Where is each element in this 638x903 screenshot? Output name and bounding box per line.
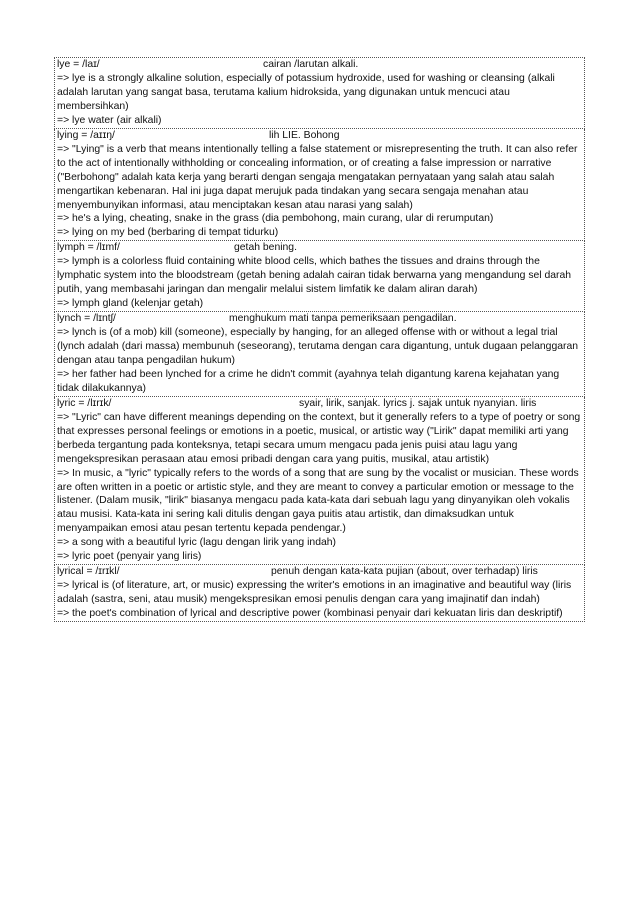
entry-lyric [54, 397, 585, 565]
definition-line: => lye is a strongly alkaline solution, especially of potassium hydroxide, used for washing or cleansing (alkali adalah larutan yang sangat basa, terutama kalium hidroksida, yang digunakan untuk mencuci atau membersihkan) [57, 72, 555, 112]
definition-line: => In music, a "lyric" typically refers to the words of a song that are sung by the vocalist or musician. These words are often written in a poetic or artistic style, and they are meant to convey a particular emotion or message to the listener. (Dalam musik, "lirik" biasanya mengacu pada kata-kata dari sebuah lagu yang dinyanyikan oleh vokalis atau musisi. Kata-kata ini sering kali ditulis dengan gaya puitis atau artistik, dan dimaksudkan untuk menyampaikan emosi atau pesan tertentu kepada pendengar.) [57, 467, 579, 535]
example-line: => lyric poet (penyair yang liris) [57, 551, 202, 563]
short-meaning: syair, lirik, sanjak. lyrics j. sajak untuk nyanyian. liris [299, 397, 537, 409]
definition-line: => "Lying" is a verb that means intentionally telling a false statement or misrepresenting the truth. It can also refer to the act of intentionally withholding or concealing information, or of creating a false impression or narrative ("Berbohong" adalah kata kerja yang berarti dengan sengaja mengatakan pernyataan yang salah atau salah mengartikan kebenaran. Hal ini juga dapat merujuk pada tindakan yang secara sengaja menahan atau menyembunyikan informasi, atau menciptakan kesan atau narasi yang salah) [57, 143, 578, 211]
headword: lying = /aɪɪŋ/ [57, 129, 115, 141]
headword: lyric = /lɪrɪk/ [57, 397, 112, 409]
entry-lyrical [54, 565, 585, 622]
entry-head [57, 129, 582, 143]
short-meaning: cairan /larutan alkali. [263, 59, 359, 70]
entry-lye [54, 57, 585, 129]
entry-head [57, 565, 582, 579]
headword: lye = /laɪ/ [57, 59, 100, 70]
definition-line: => lynch is (of a mob) kill (someone), especially by hanging, for an alleged offense with or without a legal trial (lynch adalah (dari massa) membunuh (seseorang), terutama dengan cara digantung, untuk dugaan pelanggaran dengan atau tanpa pengadilan hukum) [57, 327, 579, 366]
example-line: => a song with a beautiful lyric (lagu dengan lirik yang indah) [57, 537, 336, 549]
example-line: => lying on my bed (berbaring di tempat tidurku) [57, 227, 279, 239]
entry-head [57, 397, 582, 411]
example-line: => lymph gland (kelenjar getah) [57, 298, 204, 310]
example-line: => her father had been lynched for a crime he didn't commit (ayahnya telah digantung karena kejahatan yang tidak dilakukannya) [57, 368, 560, 394]
headword: lymph = /lɪmf/ [57, 242, 120, 254]
short-meaning: menghukum mati tanpa pemeriksaan pengadilan. [229, 313, 457, 325]
headword: lyrical = /ɪrɪkl/ [57, 566, 120, 578]
dictionary-page [54, 57, 585, 622]
definition-line: => lymph is a colorless fluid containing white blood cells, which bathes the tissues and drains through the lymphatic system into the bloodstream (getah bening adalah cairan tidak berwarna yang mengandung sel darah putih, yang membasahi jaringan dan mengalir melalui sistem limfatik ke dalam aliran darah) [57, 256, 572, 296]
example-line: => he's a lying, cheating, snake in the grass (dia pembohong, main curang, ular di rerumputan) [57, 213, 494, 225]
entry-lynch [54, 312, 585, 397]
entry-head [57, 312, 582, 326]
entry-head [57, 58, 582, 72]
definition-line: => lyrical is (of literature, art, or music) expressing the writer's emotions in an imaginative and beautiful way (liris adalah (sastra, seni, atau musik) mengekspresikan emosi penulis dengan cara yang imajinatif dan indah) [57, 580, 572, 606]
short-meaning: getah bening. [234, 242, 297, 254]
entry-head [57, 241, 582, 255]
example-line: => the poet's combination of lyrical and descriptive power (kombinasi penyair dari kekuatan liris dan deskriptif) [57, 608, 563, 620]
short-meaning: penuh dengan kata-kata pujian (about, over terhadap) liris [271, 566, 538, 578]
entry-lying [54, 129, 585, 242]
example-line: => lye water (air alkali) [57, 114, 162, 126]
entry-lymph [54, 241, 585, 312]
headword: lynch = /lɪntʃ/ [57, 313, 116, 325]
definition-line: => "Lyric" can have different meanings depending on the context, but it generally refers to a type of poetry or song that expresses personal feelings or emotions in a poetic, musical, or artistic way ("Lirik" dapat memiliki arti yang berbeda tergantung pada konteksnya, tetapi secara umum mengacu pada jenis puisi atau lagu yang mengekspresikan perasaan atau emosi pribadi dengan cara yang puitis, musikal, atau artistik) [57, 411, 581, 465]
short-meaning: lih LIE. Bohong [269, 129, 340, 141]
